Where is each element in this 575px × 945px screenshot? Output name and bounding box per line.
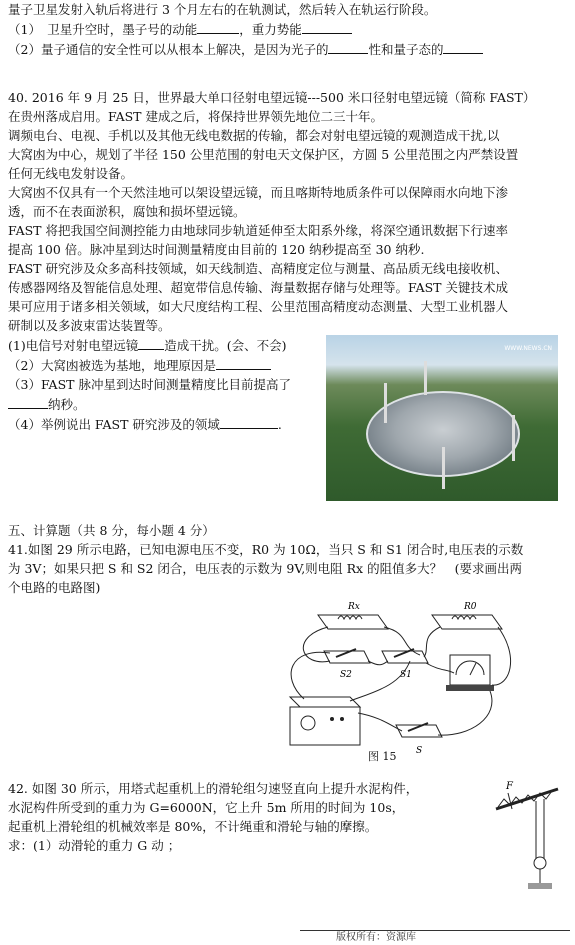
rx-label: Rx [348,602,360,612]
s2-label: S2 [340,670,352,680]
figure-caption: 图 15 [368,750,397,763]
q40-paragraph: 任何无线电发射设备。 [8,166,134,181]
section-heading: 五、计算题（共 8 分，每小题 4 分） [8,523,215,538]
tower-icon [384,383,387,423]
q41-text: 41.如图 29 所示电路，已知电源电压不变，R0 为 10Ω，当只 S 和 S1 闭合时,电压表的示数 [8,542,524,557]
s-label: S [416,746,423,756]
q42-text: 起重机上滑轮组的机械效率是 80%，不计绳重和滑轮与轴的摩擦。 [8,819,378,834]
question-42 [8,779,570,855]
q40-paragraph: 果可应用于诸多相关领域，如大尺度结构工程、公里范围高精度动态测量、大型工业机器人 [8,299,509,314]
photo-watermark: WWW.NEWS.CN [504,345,552,352]
q40-subquestion-2: （2）大窝凼被选为基地，地理原因是 [8,355,570,375]
footer [300,930,570,945]
power-knob-icon [301,716,315,730]
cement-block [528,883,552,889]
circuit-diagram [270,597,515,759]
q40-paragraph: FAST 研究涉及众多高科技领域，如天线制造、高精度定位与测量、高品质无线电接收机、 [8,261,508,276]
answer-blank[interactable] [138,335,164,350]
q40-paragraph: 调频电台、电视、手机以及其他无线电数据的传输，都会对射电望远镜的观测造成干扰,以 [8,128,500,143]
q41-text: 个电路的电路图) [8,580,101,595]
power-supply-icon [290,707,360,745]
rx-board [318,615,388,629]
q40-paragraph: 大窝凼不仅具有一个天然洼地可以架设望远镜，而且喀斯特地质条件可以保障雨水向地下渗 [8,185,509,200]
answer-blank[interactable] [197,19,239,34]
q40-paragraph: FAST 将把我国空间测控能力由地球同步轨道延伸至太阳系外缘，将深空通讯数据下行速率 [8,223,508,238]
q40-paragraph: 传感器网络及智能信息处理、超宽带信息传输、海量数据存储与处理等。FAST 关键技术成 [8,280,508,295]
tower-icon [442,447,445,489]
q40-paragraph: 在贵州落成启用。FAST 建成之后，将保持世界领先地位二三十年。 [8,109,383,124]
q40-paragraph: 40. 2016 年 9 月 25 日，世界最大单口径射电望远镜---500 米口径射电望远镜（简称 FAST） [8,90,536,105]
answer-blank[interactable] [328,39,368,54]
worksheet-page [8,0,570,855]
answer-blank[interactable] [216,355,271,370]
answer-blank[interactable] [302,19,352,34]
q40-paragraph: 透，而不在表面淤积，腐蚀和损坏望远镜。 [8,204,246,219]
q42-text: 42. 如图 30 所示，用塔式起重机上的滑轮组匀速竖直向上提升水泥构件， [8,781,419,796]
answer-blank[interactable] [8,394,48,409]
circuit-figure-area [8,597,570,769]
tower-icon [512,415,515,461]
q40-subquestion-3: （3）FAST 脉冲星到达时间测量精度比目前提高了 [8,377,291,392]
q40-paragraph: 大窝凼为中心，规划了半径 150 公里范围的射电天文保护区，方圆 5 公里范围之内严禁设置 [8,147,519,162]
r0-label: R0 [464,602,477,612]
answer-blank[interactable] [220,414,278,429]
power-supply-top [290,697,360,707]
voltmeter-base [446,685,494,691]
question-40 [8,88,570,515]
question-39-part-2: （2）量子通信的安全性可以从根本上解决，是因为光子的 性和量子态的 [8,39,570,59]
terminal-icon [340,717,344,721]
s1-label: S1 [400,670,412,680]
footer-text: 版权所有：资源库 [336,932,416,943]
crane-pulley-diagram [492,779,562,889]
section-5 [8,521,570,769]
q40-paragraph: 提高 100 倍。脉冲星到达时间测量精度由目前的 120 纳秒提高至 30 纳秒. [8,242,425,257]
voltmeter-icon [450,655,490,685]
q42-text: 求：(1）动滑轮的重力 G 动 ； [8,838,181,853]
q40-subquestion-4: （4）举例说出 FAST 研究涉及的领域 . [8,414,570,434]
tower-icon [424,361,427,395]
q42-text: 水泥构件所受到的重力为 G=6000N，它上升 5m 所用的时间为 10s， [8,800,405,815]
intro-line: 量子卫星发射入轨后将进行 3 个月左右的在轨测试，然后转入在轨运行阶段。 [8,2,437,17]
pulley-icon [534,857,546,869]
crane-boom [496,789,558,809]
fast-telescope-photo [326,335,558,501]
terminal-icon [330,717,334,721]
r0-board [432,615,502,629]
answer-blank[interactable] [443,39,483,54]
q40-paragraph: 研制以及多波束雷达装置等。 [8,318,171,333]
question-39-part-1: （1） 卫星升空时，墨子号的动能 ，重力势能 [8,19,570,39]
q41-text: 为 3V；如果只把 S 和 S2 闭合，电压表的示数为 9V,则电阻 Rx 的阻值多大？ (要求画出两 [8,561,522,576]
q40-subquestion-3-cont: 纳秒。 [8,394,570,414]
force-label: F [506,781,513,792]
force-arrow-icon [508,793,512,809]
q40-subquestion-1: (1)电信号对射电望远镜 造成干扰。(会、不会) [8,335,570,355]
